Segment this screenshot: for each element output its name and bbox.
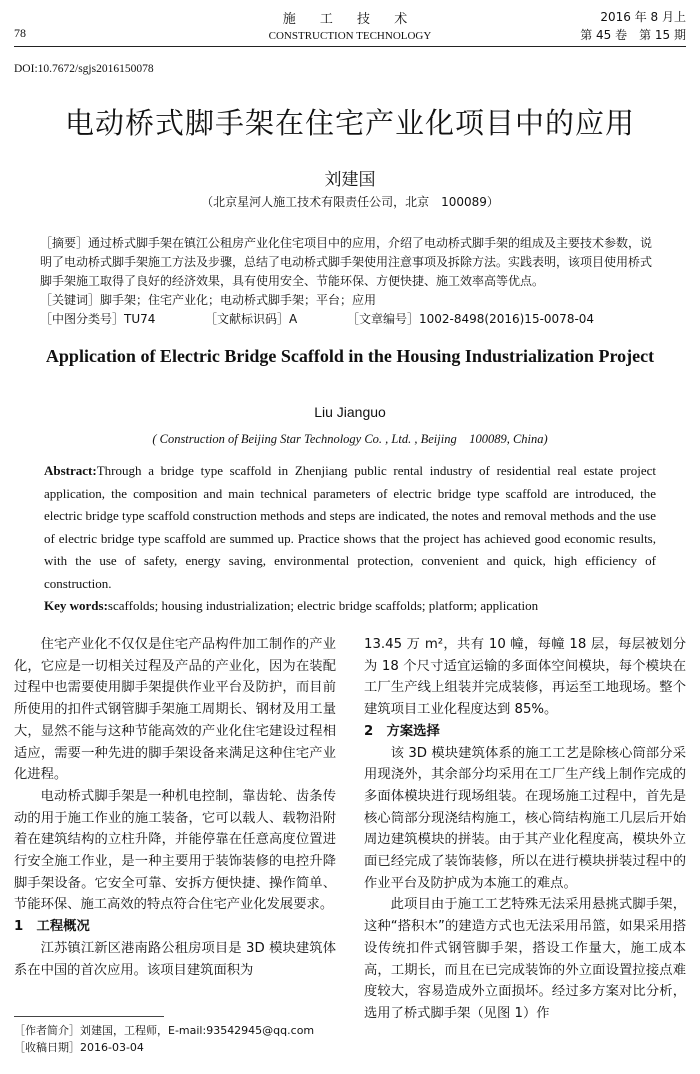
page-number: 78 [14,26,26,40]
paragraph: 电动桥式脚手架是一种机电控制，靠齿轮、齿条传动的用于施工作业的施工装备，它可以载人、载物沿附着在建筑结构的立柱升降，并能停靠在任意高度位置进行安全施工作业，是一种主要用于装饰装修的电控升降脚手架设备。它安全可靠、安拆方便快捷、操作简单、节能环保、施工高效的特点符合住宅产业化发展要求。 [14,788,336,913]
footnote-divider [14,1016,164,1017]
author-en: Liu Jianguo [314,404,386,420]
issue-info [580,8,686,44]
paragraph: 13.45 万 m²，共有 10 幢，每幢 18 层，每层被划分为 18 个尺寸适宜运输的多面体空间模块，每个模块在工厂生产线上组装并完成装修，再运至工地现场。整个建筑项目工业化程度达到 85%。 [364,637,686,718]
author-cn: 刘建国 [324,170,376,190]
keywords-en-label: Key words: [44,598,108,613]
paragraph: 住宅产业化不仅仅是住宅产品构件加工制作的产业化，它应是一切相关过程及产品的产业化，因为在装配过程中也需要使用脚手架提供作业平台及防护，而目前所使用的扣件式钢管脚手架施工周期长、钢材及用工量大，显然不能与这种节能高效的产业化住宅建设过程相适应，需要一种先进的脚手架设备来满足这种住宅产业化进程。 [14,637,336,783]
abstract-en-label: Abstract: [44,463,97,478]
body-columns [14,634,686,1074]
running-header [14,8,686,44]
abstract-en-text: Through a bridge type scaffold in Zhenjiang public rental industry of residential real estate project application, the composition and main technical parameters of electric bridge type scaffold are introduced, the electric bridge type scaffold construction methods and steps are indicated, the notes and removal methods and the use of electric bridge type scaffold are summed up. Practice shows that the project has achieved good economic results, with the use of safety, energy saving, environmental protection, convenient and quick, high efficiency of construction. [44,463,656,591]
abstract-cn-block [40,234,660,329]
header-divider [14,46,686,47]
article-title-cn: 电动桥式脚手架在住宅产业化项目中的应用 [64,106,635,140]
author-bio: ［作者简介］刘建国，工程师，E-mail:93542945@qq.com [14,1024,315,1037]
section-heading: 2 方案选择 [364,723,440,739]
volume-issue: 第 45 卷 第 15 期 [580,28,686,42]
body-column-left [14,634,336,981]
abstract-cn: ［摘要］通过桥式脚手架在镇江公租房产业化住宅项目中的应用，介绍了电动桥式脚手架的组成及主要技术参数，说明了电动桥式脚手架施工方法及步骤，总结了电动桥式脚手架使用注意事项及拆除方法。实践表明，该项目使用桥式脚手架施工取得了良好的经济效果，具有使用安全、节能环保、方便快捷、施工效率高等优点。 [40,236,653,288]
clc-number: ［中图分类号］TU74 [40,312,156,326]
doi: DOI:10.7672/sgjs2016150078 [14,63,154,75]
body-column-right [364,634,686,1025]
paragraph: 该 3D 模块建筑体系的施工工艺是除核心筒部分采用现浇外，其余部分均采用在工厂生产线上制作完成的多面体模块进行现场组装。在现场施工过程中，首先是核心筒部分现浇结构施工，核心筒结构施工几层后开始周边建筑模块的拼装。由于其产业化程度高，模块外立面已经完成了装饰装修，所以在进行模块拼装过程中的作业平台及防护成为本施工的难点。 [364,745,686,891]
abstract-en-block [44,460,656,618]
section-heading: 1 工程概况 [14,919,90,935]
affiliation-cn: （北京星河人施工技术有限责任公司，北京 100089） [201,195,499,209]
footnotes [14,1022,336,1056]
document-code: ［文献标识码］A [205,312,298,326]
journal-name-en: CONSTRUCTION TECHNOLOGY [268,30,432,42]
article-number: ［文章编号］1002-8498(2016)15-0078-04 [347,312,595,326]
paragraph: 此项目由于施工工艺特殊无法采用悬挑式脚手架，这种“搭积木”的建造方式也无法采用吊篮，如果采用搭设传统扣件式钢管脚手架，搭设工作量大，施工成本高，工期长，而且在已完成装饰的外立面设置拉接点难度较大，容易造成外立面损坏。经过多方案对比分析，选用了桥式脚手架（见图 1）作 [364,897,686,1021]
keywords-cn: ［关键词］脚手架；住宅产业化；电动桥式脚手架；平台；应用 [40,293,377,307]
classification-row [40,310,660,329]
received-date: ［收稿日期］2016-03-04 [14,1041,144,1054]
issue-date: 2016 年 8 月上 [600,10,686,24]
journal-name-cn: 施 工 技 术 [282,12,418,27]
abstract-en [44,460,656,595]
keywords-en-text: scaffolds; housing industrialization; electric bridge scaffolds; platform; application [107,598,539,613]
affiliation-en: ( Construction of Beijing Star Technology Co. , Ltd. , Beijing 100089, China) [152,432,548,446]
keywords-en [44,595,656,618]
paragraph: 江苏镇江新区港南路公租房项目是 3D 模块建筑体系在中国的首次应用。该项目建筑面积为 [14,940,336,978]
article-title-en: Application of Electric Bridge Scaffold in the Housing Industrialization Project [45,346,655,366]
